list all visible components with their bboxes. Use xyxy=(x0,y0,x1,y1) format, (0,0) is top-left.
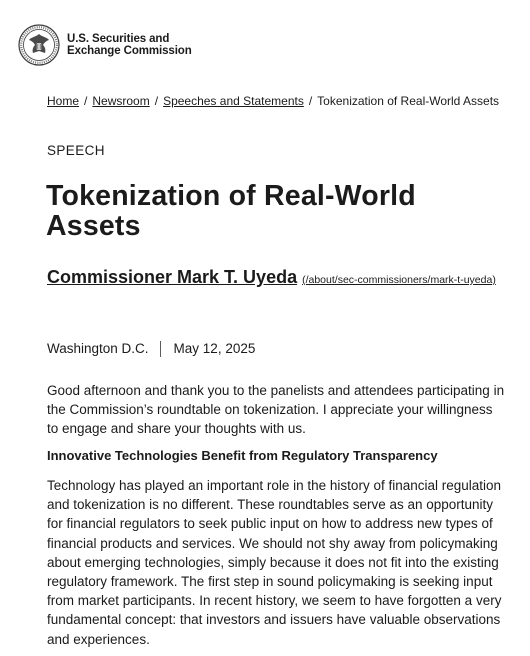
sec-seal-icon xyxy=(18,24,60,66)
content-type-label: SPEECH xyxy=(47,143,105,158)
meta-divider xyxy=(160,341,161,357)
agency-name[interactable] xyxy=(67,33,192,58)
breadcrumb-speeches[interactable]: Speeches and Statements xyxy=(163,94,304,108)
paragraph-intro: Good afternoon and thank you to the panelists and attendees participating in the Commission’s roundtable on tokenization. I appreciate your willingness to engage and share your thoughts with us. xyxy=(47,383,505,437)
section-heading: Innovative Technologies Benefit from Regulatory Transparency xyxy=(47,448,438,463)
breadcrumb-separator: / xyxy=(154,94,159,108)
breadcrumb-newsroom[interactable]: Newsroom xyxy=(92,94,150,108)
author-block xyxy=(47,264,499,293)
agency-name-line2: Exchange Commission xyxy=(67,45,192,57)
breadcrumb-separator: / xyxy=(84,94,88,108)
author-link[interactable]: Commissioner Mark T. Uyeda xyxy=(47,267,298,287)
speech-location: Washington D.C. xyxy=(47,341,149,356)
agency-name-line1: U.S. Securities and xyxy=(67,32,170,45)
speech-meta xyxy=(47,340,255,358)
author-url[interactable]: (/about/sec-commissioners/mark-t-uyeda) xyxy=(302,274,496,286)
breadcrumb-separator: / xyxy=(308,94,313,108)
page-title: Tokenization of Real-World Assets xyxy=(46,180,416,242)
breadcrumb-current: Tokenization of Real-World Assets xyxy=(317,94,500,108)
breadcrumb xyxy=(47,93,499,109)
breadcrumb-home[interactable]: Home xyxy=(47,94,80,108)
site-header[interactable] xyxy=(18,24,192,66)
paragraph-body: Technology has played an important role in the history of financial regulation and tokenization is no different. These roundtables serve as an opportunity for financial regulators to seek public input on how to address new types of financial products and services. We should not shy away from policymaking about emerging technologies, simply because it does not fit into the existing regulatory framework. The first step in sound policymaking is seeking input from market participants. In recent history, we seem to have forgotten a very fundamental concept: that investors and issuers have valuable observations and experiences. xyxy=(47,478,502,647)
speech-date: May 12, 2025 xyxy=(173,341,256,356)
